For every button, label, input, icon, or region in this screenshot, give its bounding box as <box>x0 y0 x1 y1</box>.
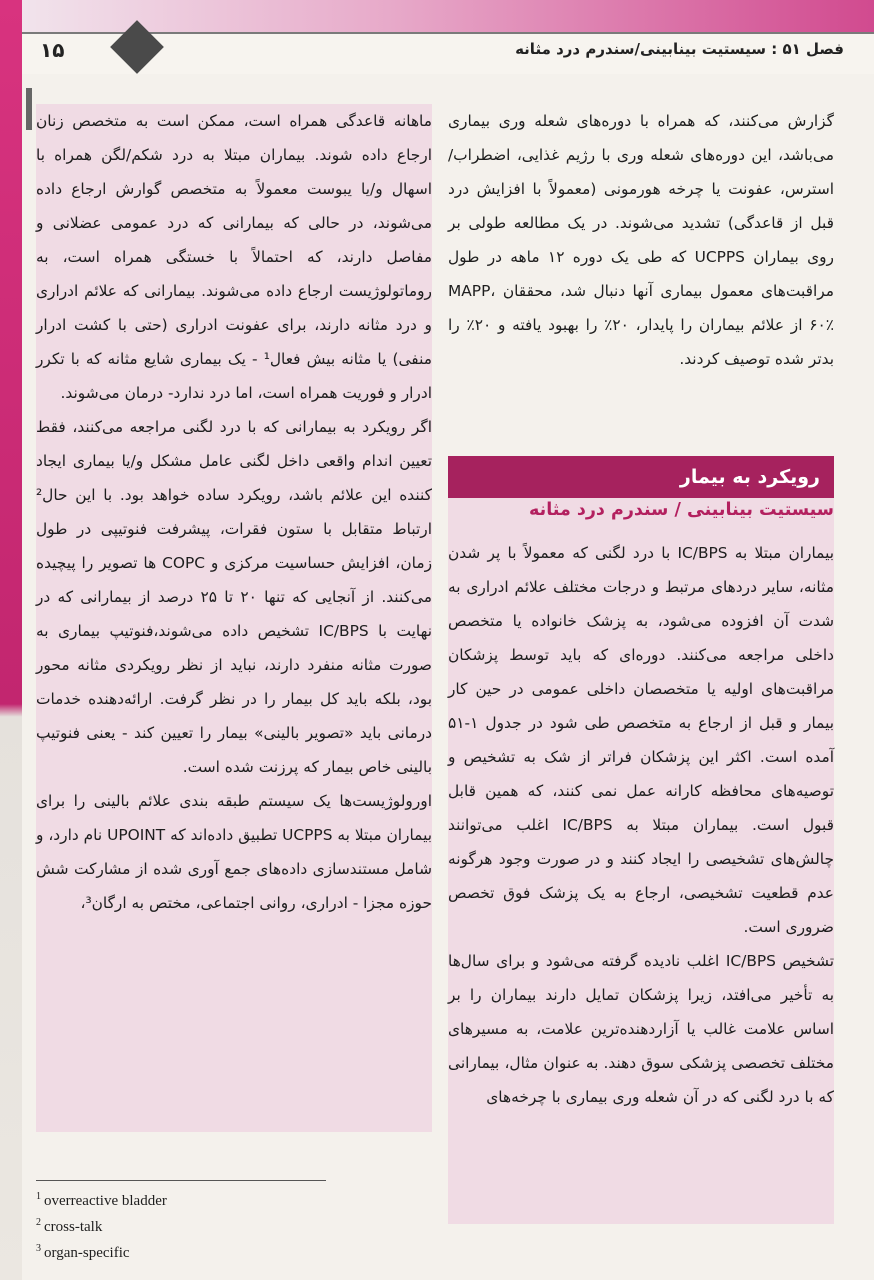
left-paragraph-1: ماهانه قاعدگی همراه است، ممکن است به متخصص زنان ارجاع داده شوند. بیماران مبتلا به درد شکم/لگن همراه با اسهال و/یا یبوست معمولاً به متخصص گوارش ارجاع داده می‌شوند، در حالی که بیمارانی که درد عمومی عضلانی و مفاصل دارند، که احتمالاً با خستگی همراه است، به روماتولوژیست ارجاع داده می‌شوند. بیمارانی که علائم ادراری و درد مثانه دارند، برای عفونت ادراری (حتی با کشت ادرار منفی) یا مثانه بیش فعال¹ - یک بیماری شایع مثانه که با تکرر ادرار و فوریت همراه است، اما درد ندارد- درمان می‌شوند. <box>36 112 432 402</box>
right-paragraph-2: تشخیص IC/BPS اغلب نادیده گرفته می‌شود و برای سال‌ها به تأخیر می‌افتد، زیرا پزشکان تمایل دارند بیماران را بر اساس علامت غالب یا آزاردهنده‌ترین علامت، به مسیرهای مختلف تخصصی پزشکی سوق دهند. به عنوان مثال، بیمارانی که با درد لگنی که در آن شعله وری بیماری با چرخه‌های <box>448 952 834 1106</box>
left-column <box>36 104 432 920</box>
right-column-body <box>448 536 834 1114</box>
section-title: رویکرد به بیمار <box>448 456 834 498</box>
footnote-1: $^1$ overreactive bladder <box>36 1191 167 1209</box>
footnote-divider <box>36 1180 326 1181</box>
margin-marker <box>26 88 32 130</box>
footnotes <box>36 1186 167 1264</box>
right-top-paragraph: گزارش می‌کنند، که همراه با دوره‌های شعله وری بیماری می‌باشد، این دوره‌های شعله وری با رژیم غذایی، اضطراب/استرس، عفونت یا چرخه هورمونی (معمولاً با افزایش درد قبل از قاعدگی) تشدید می‌شوند. در یک مطالعه طولی بر روی بیماران UCPPS که طی یک دوره ۱۲ ماهه در طول مراقبت‌های معمول بیماری آنها دنبال شد، محققان MAPP، ۶۰٪ از علائم بیماران را پایدار، ۲۰٪ را بهبود یافته و ۲۰٪ را بدتر شده توصیف کردند. <box>448 112 835 368</box>
chapter-title: فصل ۵۱ : سیستیت بینابینی/سندرم درد مثانه <box>515 40 844 58</box>
left-paragraph-2: اگر رویکرد به بیمارانی که با درد لگنی مراجعه می‌کنند، فقط تعیین اندام واقعی داخل لگنی عامل مشکل و/یا بیماری ایجاد کننده این علائم باشد، رویکرد ساده خواهد بود. با این حال² ارتباط متقابل با ستون فقرات، پیشرفت فنوتیپی در طول زمان، افزایش حساسیت مرکزی و COPC ها تصویر را پیچیده می‌کنند. از آنجایی که تنها ۲۰ تا ۲۵ درصد از بیمارانی که در نهایت با IC/BPS تشخیص داده می‌شوند،فنوتیپ بیماری به صورت مثانه منفرد دارند، نباید از نظر رویکردی مثانه محور بود، بلکه باید کل بیمار را در نظر گرفت. ارائه‌دهنده خدمات درمانی باید «تصویر بالینی» بیمار را تعیین کند - یعنی فنوتیپ بالینی خاص بیمار که پرزنت شده است. <box>36 418 432 776</box>
right-column <box>448 104 834 454</box>
left-color-strip <box>0 0 22 1280</box>
footnote-2: $^2$ cross-talk <box>36 1217 103 1235</box>
page-number: ۱۵ <box>40 38 65 62</box>
right-paragraph-1: بیماران مبتلا به IC/BPS با درد لگنی که معمولاً با پر شدن مثانه، سایر دردهای مرتبط و درجات مختلف علائم ادراری به شدت آن افزوده می‌شود، به پزشک خانواده یا متخصص داخلی مراجعه می‌کنند. دوره‌ای که باید توسط پزشکان مراقبت‌های اولیه یا متخصصان داخلی عمومی در حین کار بیمار و قبل از ارجاع به متخصص طی شود در جدول ۱-۵۱ آمده است. اکثر این پزشکان فراتر از شک به تشخیص و توصیه‌های محافظه کارانه عمل نمی کنند، که همین قابل قبول است. بیماران مبتلا به IC/BPS اغلب می‌توانند چالش‌های تشخیصی را ایجاد کنند و در صورت وجود هرگونه عدم قطعیت تشخیصی، ارجاع به یک پزشک فوق تخصص ضروری است. <box>448 544 835 936</box>
left-paragraph-3: اورولوژیست‌ها یک سیستم طبقه بندی علائم بالینی را برای بیماران مبتلا به UCPPS تطبیق داده‌اند که UPOINT نام دارد، و شامل مستندسازی داده‌های جمع آوری شده از مشارکت شش حوزه مجزا - ادراری، روانی اجتماعی، مختص به ارگان³، <box>36 792 432 912</box>
footnote-3: $^3$ organ-specific <box>36 1243 130 1261</box>
subsection-title: سیستیت بینابینی / سندرم درد مثانه <box>529 500 834 520</box>
